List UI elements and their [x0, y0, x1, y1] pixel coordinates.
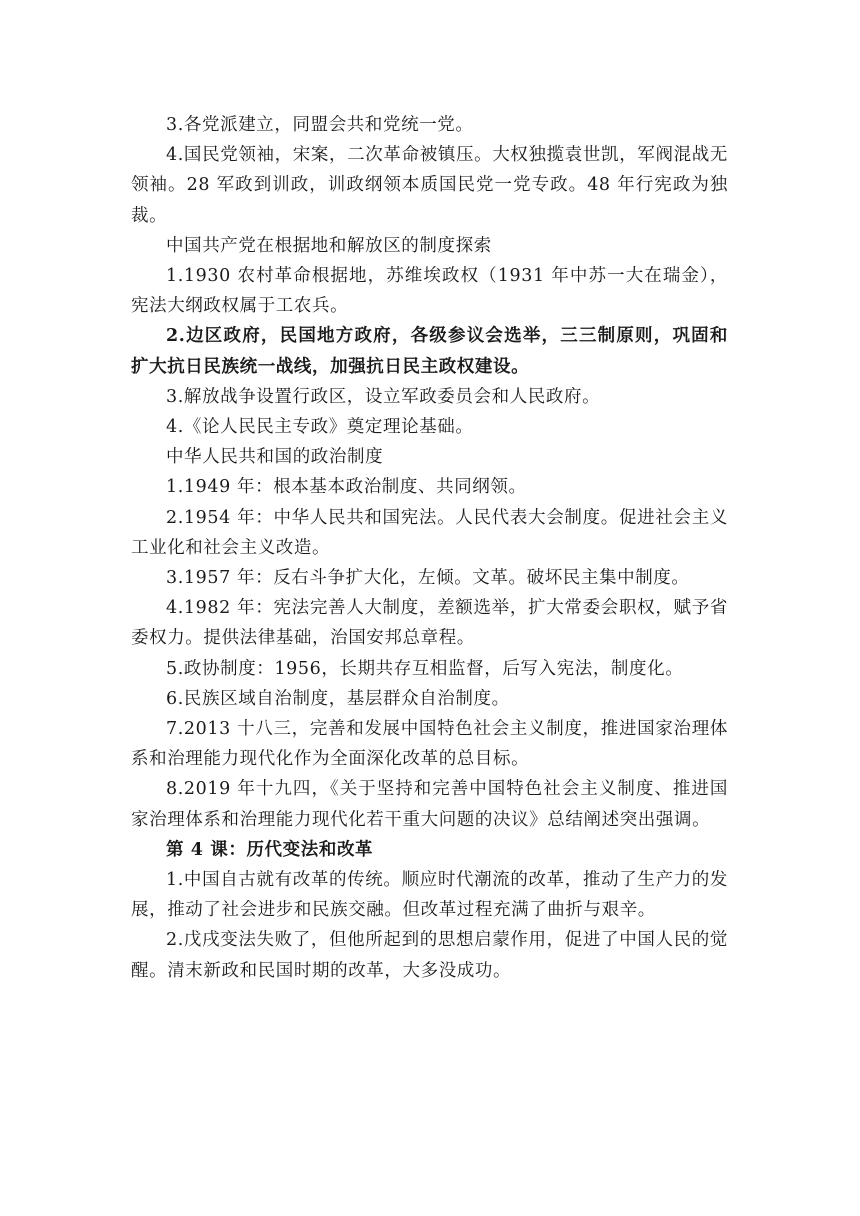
paragraph: 3.各党派建立，同盟会共和党统一党。 — [166, 115, 474, 135]
paragraph: 2.戊戌变法失败了，但他所起到的思想启蒙作用，促进了中国人民的觉醒。清末新政和民国时期的改革，大多没成功。 — [131, 930, 728, 981]
lesson-heading: 第 4 课：历代变法和改革 — [166, 839, 374, 860]
paragraph: 4.国民党领袖，宋案，二次革命被镇压。大权独揽袁世凯，军阀混战无领袖。28 军政到训政，训政纲领本质国民党一党专政。48 年行宪政为独裁。 — [131, 145, 728, 226]
paragraph: 1.1949 年：根本基本政治制度、共同纲领。 — [166, 477, 527, 498]
section-heading: 中华人民共和国的政治制度 — [166, 447, 384, 468]
paragraph: 4.1982 年：宪法完善人大制度，差额选举，扩大常委会职权，赋予省委权力。提供法律基础，治国安邦总章程。 — [131, 598, 728, 649]
paragraph: 7.2013 十八三，完善和发展中国特色社会主义制度，推进国家治理体系和治理能力现代化作为全面深化改革的总目标。 — [131, 719, 728, 770]
paragraph: 6.民族区域自治制度，基层群众自治制度。 — [166, 688, 510, 709]
section-heading: 中国共产党在根据地和解放区的制度探索 — [166, 235, 492, 256]
paragraph: 2.1954 年：中华人民共和国宪法。人民代表大会制度。促进社会主义工业化和社会主义改造。 — [131, 507, 728, 558]
paragraph: 8.2019 年十九四，《关于坚持和完善中国特色社会主义制度、推进国家治理体系和治理能力现代化若干重大问题的决议》总结阐述突出强调。 — [131, 779, 728, 830]
paragraph: 1.1930 农村革命根据地，苏维埃政权（1931 年中苏一大在瑞金），宪法大纲政权属于工农兵。 — [131, 266, 728, 317]
paragraph: 4.《论人民民主专政》奠定理论基础。 — [166, 417, 474, 438]
paragraph: 1.中国自古就有改革的传统。顺应时代潮流的改革，推动了生产力的发展，推动了社会进步和民族交融。但改革过程充满了曲折与艰辛。 — [131, 870, 728, 921]
paragraph: 5.政协制度：1956，长期共存互相监督，后写入宪法，制度化。 — [166, 658, 684, 679]
paragraph: 3.解放战争设置行政区，设立军政委员会和人民政府。 — [166, 386, 601, 407]
document-body — [131, 110, 728, 986]
paragraph: 3.1957 年：反右斗争扩大化，左倾。文革。破坏民主集中制度。 — [166, 568, 690, 589]
bold-paragraph: 2.边区政府，民国地方政府，各级参议会选举，三三制原则，巩固和扩大抗日民族统一战线，加强抗日民主政权建设。 — [131, 326, 728, 377]
